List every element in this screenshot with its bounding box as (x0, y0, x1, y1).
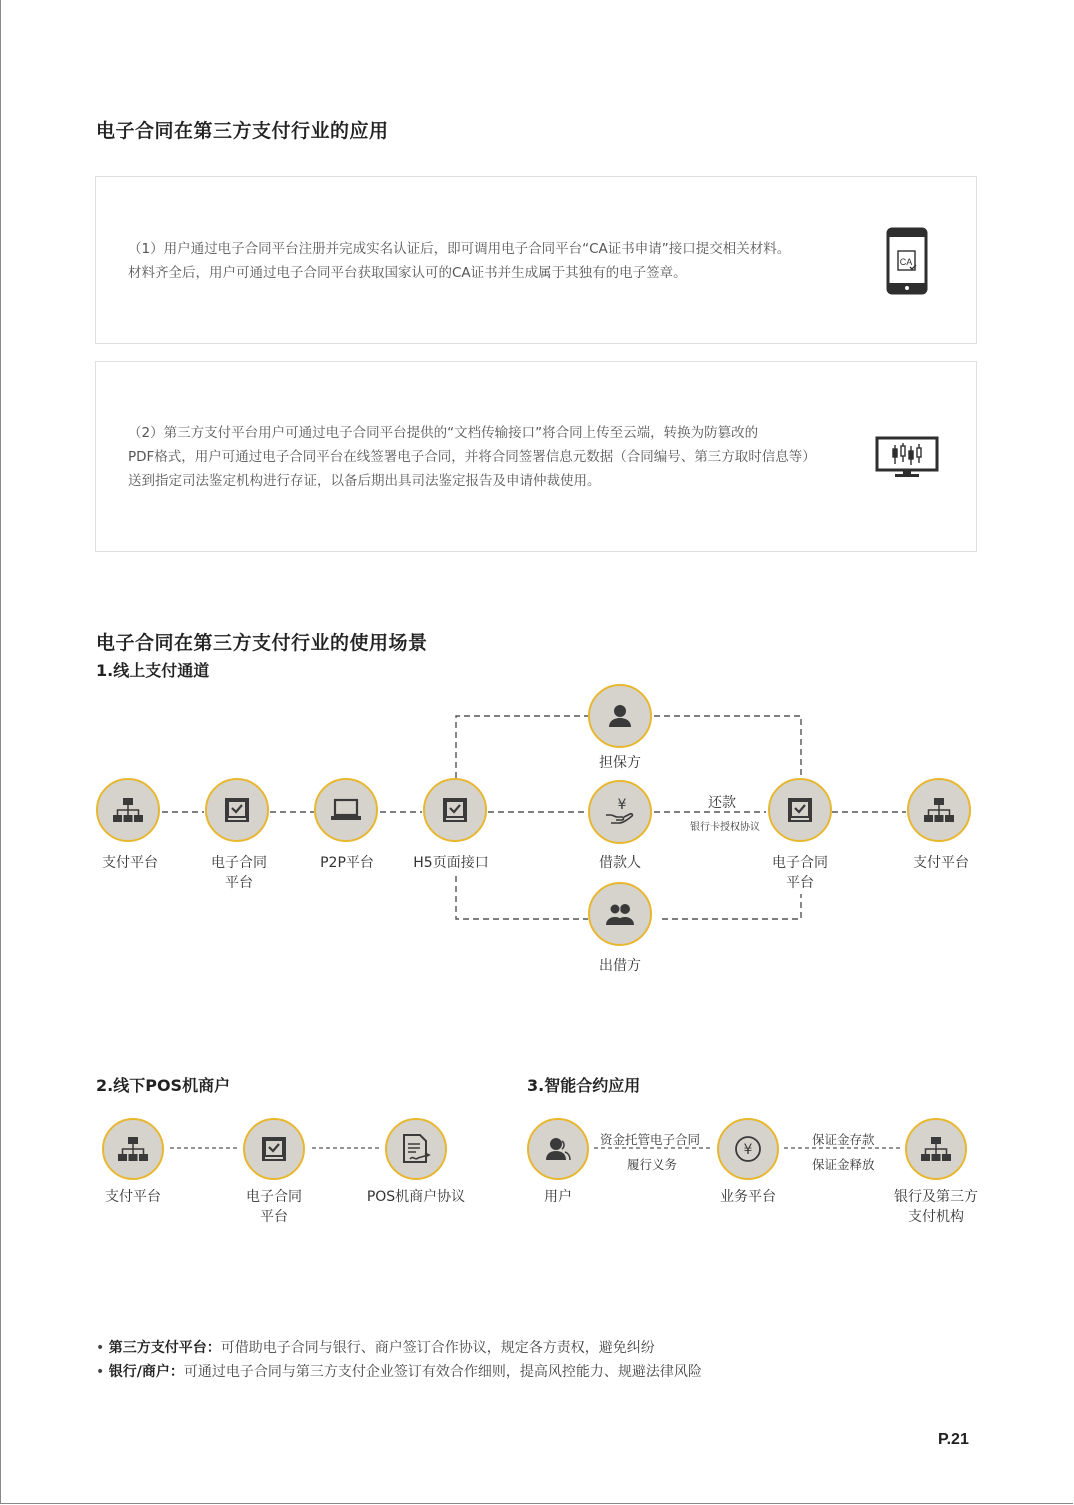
contract-check-icon (260, 1135, 288, 1163)
node-econtract-2 (768, 778, 832, 842)
edge-guarantor-econ2 (654, 716, 801, 778)
label-lender: 出借方 (599, 958, 641, 974)
label-econtract-2: 电子合同 平台 (772, 855, 828, 891)
label-pay-platform-1: 支付平台 (102, 855, 158, 871)
edge-lender-econ2 (662, 894, 801, 919)
svg-text:¥: ¥ (617, 797, 627, 813)
label-pos-agreement: POS机商户协议 (366, 1189, 466, 1205)
edge-h5-lender (456, 876, 588, 919)
label-guarantor: 担保方 (599, 755, 641, 771)
svg-text:CA: CA (899, 257, 913, 267)
yen-hand-icon (604, 797, 636, 827)
svg-text:¥: ¥ (743, 1142, 753, 1158)
note-2: • 银行/商户：可通过电子合同与第三方支付企业签订有效合作细则，提高风控能力、规避法律风险 (96, 1364, 702, 1380)
node-pos-agreement (385, 1118, 447, 1180)
contract-check-icon (786, 796, 814, 824)
label-p2p: P2P平台 (320, 855, 374, 871)
group-icon (605, 901, 635, 927)
node-guarantor (588, 684, 652, 748)
document-sign-icon (401, 1133, 431, 1165)
node-lender (588, 882, 652, 946)
org-chart-icon (919, 1136, 953, 1162)
yen-circle-icon (734, 1135, 762, 1163)
contract-check-icon (223, 796, 251, 824)
label-pos-pay-platform: 支付平台 (105, 1189, 161, 1205)
edge-label-fulfill: 履行义务 (627, 1157, 678, 1172)
node-user (527, 1118, 589, 1180)
node-borrower (588, 780, 652, 844)
label-bank: 银行及第三方 支付机构 (894, 1189, 978, 1225)
label-business-platform: 业务平台 (720, 1189, 776, 1205)
org-chart-icon (116, 1136, 150, 1162)
org-chart-icon (111, 797, 145, 823)
scenario1-title: 1.线上支付通道 (96, 661, 210, 680)
scenario3-title: 3.智能合约应用 (527, 1076, 641, 1095)
node-pos-pay-platform (102, 1118, 164, 1180)
label-user: 用户 (544, 1189, 572, 1205)
edge-label-bankcard: 银行卡授权协议 (690, 822, 760, 833)
scenario2-title: 2.线下POS机商户 (96, 1076, 231, 1095)
node-pos-econtract (243, 1118, 305, 1180)
org-chart-icon (922, 797, 956, 823)
node-business-platform (717, 1118, 779, 1180)
edge-label-release: 保证金释放 (812, 1157, 875, 1172)
box2-text: （2）第三方支付平台用户可通过电子合同平台提供的“文档传输接口”将合同上传至云端，转换为防篡改的 PDF格式，用户可通过电子合同平台在线签署电子合同，并将合同签署信息元数据（合同编号、第三方取时信息等） 送到指定司法鉴定机构进行存证，以备后期出具司法鉴定报告及申请仲裁使用。 (128, 425, 816, 489)
section-title-application: 电子合同在第三方支付行业的应用 (96, 120, 389, 142)
note-1: • 第三方支付平台：可借助电子合同与银行、商户签订合作协议，规定各方责权，避免纠纷 (96, 1340, 655, 1356)
node-bank (905, 1118, 967, 1180)
laptop-icon (330, 798, 362, 822)
edge-label-deposit: 保证金存款 (812, 1132, 875, 1147)
node-pay-platform-1 (96, 778, 160, 842)
box1-text: （1）用户通过电子合同平台注册并完成实名认证后，即可调用电子合同平台“CA证书申请”接口提交相关材料。 材料齐全后，用户可通过电子合同平台获取国家认可的CA证书并生成属于其独有的电子签章。 (128, 241, 791, 281)
section-title-scenarios: 电子合同在第三方支付行业的使用场景 (96, 632, 428, 654)
label-pay-platform-2: 支付平台 (913, 855, 969, 871)
label-econtract-1: 电子合同 平台 (211, 855, 267, 891)
person-icon (607, 704, 633, 728)
label-pos-econtract: 电子合同 平台 (246, 1189, 302, 1225)
node-p2p (314, 778, 378, 842)
user-icon (545, 1137, 571, 1161)
node-econtract-1 (205, 778, 269, 842)
label-borrower: 借款人 (599, 855, 641, 871)
page-number: P.21 (938, 1431, 969, 1448)
edge-label-escrow-contract: 资金托管电子合同 (600, 1132, 701, 1147)
edge-label-repay: 还款 (708, 795, 736, 811)
label-h5: H5页面接口 (413, 855, 489, 871)
node-h5 (423, 778, 487, 842)
node-pay-platform-2 (907, 778, 971, 842)
contract-check-icon (441, 796, 469, 824)
